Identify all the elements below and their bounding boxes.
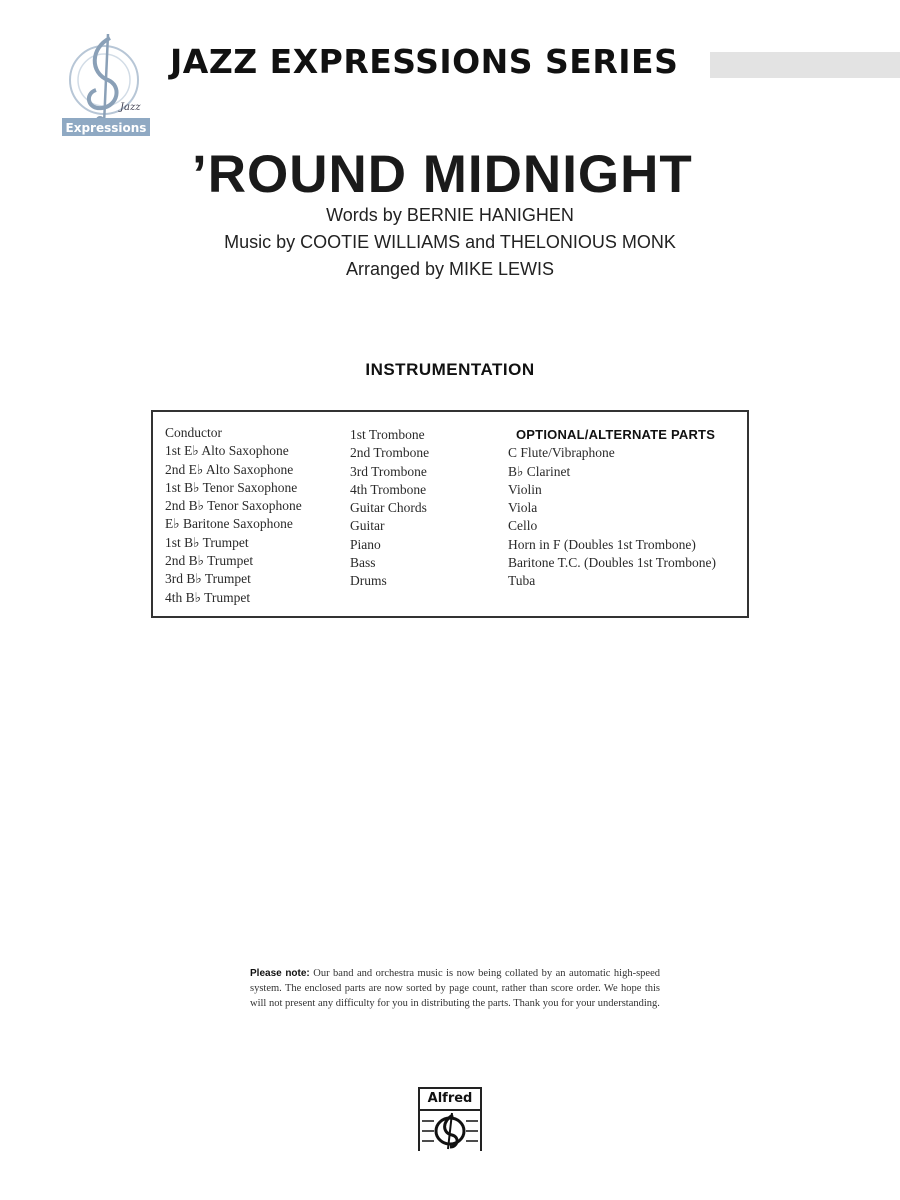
logo-script-text: Jazz — [120, 102, 141, 113]
instrument-item: Cello — [508, 518, 538, 534]
instrument-item: Tuba — [508, 573, 536, 589]
instrument-item: 2nd B♭ Tenor Saxophone — [165, 498, 302, 514]
series-header-bar — [710, 52, 900, 78]
optional-parts-column — [508, 426, 716, 591]
logo-word-text: Expressions — [65, 121, 147, 135]
instrument-item: B♭ Clarinet — [508, 463, 571, 479]
instrument-column-1 — [165, 424, 302, 607]
instrument-item: Guitar — [350, 518, 385, 534]
instrument-item: Baritone T.C. (Doubles 1st Trombone) — [508, 555, 716, 571]
alfred-clef-logo — [418, 1087, 482, 1151]
jazz-expressions-clef-logo — [60, 28, 155, 143]
arranger-credit: Arranged by MIKE LEWIS — [345, 259, 555, 279]
instrument-item: 2nd B♭ Trumpet — [165, 553, 254, 569]
lyricist-credit: Words by BERNIE HANIGHEN — [326, 205, 574, 225]
instrument-item: Violin — [508, 481, 542, 497]
instrument-item: C Flute/Vibraphone — [508, 445, 615, 461]
instrument-item: Piano — [350, 536, 381, 552]
instrument-item: Bass — [350, 555, 376, 571]
optional-parts-heading: OPTIONAL/ALTERNATE PARTS — [516, 427, 716, 442]
note-text: Our band and orchestra music is now being collated by an automatic high-speed system. The enclosed parts are now sorted by page count, rather than score order. We hope this will not present any difficulty for you in distributing the parts. Thank you for your understanding. — [250, 968, 660, 1009]
instrument-item: Drums — [350, 573, 387, 589]
instrument-item: 1st E♭ Alto Saxophone — [165, 443, 289, 459]
instrument-item: Horn in F (Doubles 1st Trombone) — [508, 536, 696, 552]
series-title: JAZZ EXPRESSIONS SERIES — [170, 42, 679, 81]
note-label: Please note: — [250, 968, 310, 979]
instrument-item: Conductor — [165, 425, 222, 440]
instrumentation-box — [151, 410, 749, 618]
instrument-item: 1st B♭ Tenor Saxophone — [165, 479, 298, 495]
instrument-item: 1st B♭ Trumpet — [165, 534, 249, 550]
instrument-item: 2nd E♭ Alto Saxophone — [165, 461, 294, 477]
instrument-item: 4th B♭ Trumpet — [165, 589, 251, 605]
instrumentation-heading: INSTRUMENTATION — [365, 360, 535, 379]
instrument-item: 4th Trombone — [350, 481, 427, 497]
composer-credit: Music by COOTIE WILLIAMS and THELONIOUS MONK — [224, 232, 676, 252]
piece-title: ’ROUND MIDNIGHT — [192, 145, 693, 204]
credits — [0, 202, 900, 283]
instrument-item: 2nd Trombone — [350, 445, 430, 461]
instrument-item: 3rd B♭ Trumpet — [165, 571, 251, 587]
instrument-item: Guitar Chords — [350, 500, 427, 516]
publisher-name: Alfred — [420, 1089, 480, 1111]
instrument-item: 3rd Trombone — [350, 463, 427, 479]
instrument-item: Viola — [508, 500, 538, 516]
collation-note — [250, 966, 660, 1011]
instrument-item: 1st Trombone — [350, 427, 425, 442]
instrument-column-2 — [350, 426, 429, 591]
instrument-item: E♭ Baritone Saxophone — [165, 516, 293, 532]
clef-icon — [420, 1111, 480, 1151]
